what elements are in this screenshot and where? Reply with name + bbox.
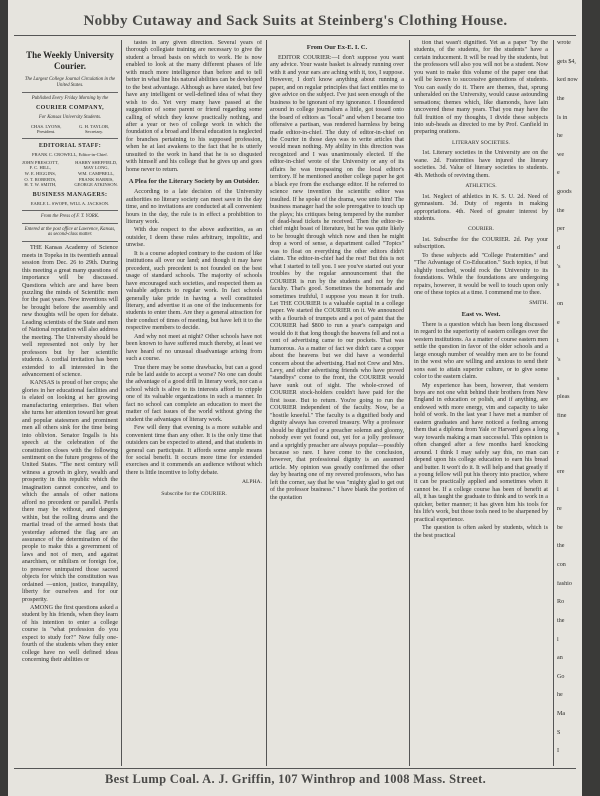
advertising-banner: Nobby Cutaway and Sack Suits at Steinberg's Clothing House.	[83, 13, 508, 29]
clipped-text-line: ls in	[557, 114, 568, 121]
associate-editors-right: HARRY SHEFFIELD, MAY LONG, WM. CAMPBELL, FRANK HARRIS, GEORGE ATKINSON.	[74, 159, 118, 188]
clipped-text-line: d	[557, 245, 561, 252]
letter-paragraph: tion that wasn't dignified. Yet as a paper "by the students, of the students, for the students" have a certain inducement. It will be read by the students, but the professors will also you will not be a student. Now you want to make this volume of the paper one that will be known to successive generations of students. You can easily do it. There are themes, that, sprung unheralded on the University, would cause astounding sensations; themes which, like diamonds, have lain uncovered these many years. That you may have the full fruition of my thoughts, I divide these subjects into sub-heads as directed to me by Prof. Canfield in preparing orations.	[414, 40, 548, 136]
article-paragraph: According to a late decision of the University authorities no literary society can meet save in the day time, and no invitations are conducted at all convenient hours in the day, the rule is in effect a prohibition to literary work.	[126, 189, 262, 225]
letter-headline: From Our Ex-E. I. C.	[306, 44, 368, 51]
clipped-text-line: pleas	[557, 394, 570, 401]
column-4	[414, 40, 548, 768]
clipped-text-line: Ma	[557, 711, 566, 718]
letter-paragraph: 1st. Literary societies in the University are on the wane. 2d. Fraternities have injured the literary societies. 3d. Value of literary societies to students. 4th. Methods of reviving them.	[414, 150, 548, 179]
masthead-title: The Weekly University Courier.	[26, 50, 114, 71]
column-3	[270, 40, 404, 768]
letter-paragraph: To these subjects add "College Fraternities" and "The Advantage of Co-Education." Such topics, if but slightly touched, would rock the University to its foundations. While the foundations are undergoing repairs, however, it would be well to touch upon only one of these topics at a time. I commend me to thee.	[414, 252, 548, 297]
masthead-tagline: The Largest College Journal Circulation in the United States.	[24, 77, 116, 88]
clipped-text-line: re	[557, 506, 562, 513]
article-signature: ALPHA.	[241, 479, 262, 486]
clipped-text-line: r	[557, 450, 560, 457]
clipped-text-line: t	[557, 338, 559, 345]
clipped-text-line: he	[557, 692, 563, 699]
clipped-text-line: s	[557, 375, 560, 382]
masthead-secretary: G. H. TAYLOR, Secretary.	[79, 123, 110, 135]
clipped-text-line: 's	[557, 263, 561, 270]
masthead-company: COURIER COMPANY,	[35, 105, 105, 112]
associate-editors-left: JOHN PRESCOTT, F. C. HILL, W. E. HIGGINS, O. T. ROBERTS, H. T. W. SMITH,	[22, 159, 59, 188]
clipped-text-line: e	[557, 319, 560, 326]
section-label: COURIER.	[468, 226, 494, 233]
masthead	[22, 50, 118, 242]
clipped-text-line: goods	[557, 189, 572, 196]
business-managers-heading: BUSINESS MANAGERS:	[32, 191, 108, 198]
clipped-text-line: l	[557, 487, 559, 494]
clipped-text-line: he	[557, 133, 563, 140]
newspaper-page	[8, 0, 582, 796]
clipped-text-line: fine	[557, 412, 567, 419]
column-rule	[409, 40, 410, 766]
article-headline: East vs. West.	[461, 310, 501, 318]
column-2	[126, 40, 262, 768]
article-paragraph: There is a question which has been long discussed in regard to the superiority of eastern colleges over the western institutions. As a matter of course eastern men settle the question in favor of the older schools and a large enough number of wealthy men are to be found in the west who are willing and anxious to send their sons east to attain superior culture, or to give some color to the eastern claim.	[414, 321, 548, 381]
clipped-text-line: per	[557, 226, 565, 233]
clipped-text-line: wrote	[557, 40, 571, 46]
clipped-text-line: con	[557, 561, 566, 568]
clipped-text-line: be	[557, 524, 563, 531]
clipped-text-line: Ro	[557, 599, 565, 606]
article-paragraph: And why not meet at night? Other schools have not been known to have suffered much thereby, at least we have heard of no unusual disadvantage arising from such a course.	[126, 333, 262, 363]
article-paragraph: It is a course adopted contrary to the custom of like institutions all over our land; and though it may have precedent, such precedent is not founded on the best usage of standard schools. The majority of schools have encouraged such societies, and respected them as valuable adjuncts to regular work. In fact schools generally take pride in having a well constituted literary, and advertise it as one of the inducements for students to enter them. Are they a general attraction for their conduct of times of meeting, but have left it to the respective members to decide.	[126, 250, 262, 332]
clipped-text-line: ere	[557, 468, 565, 475]
business-managers: EARLE L. SWOPE, WILL A. JACKSON.	[30, 201, 110, 207]
clipped-text-line: s	[557, 431, 560, 438]
editorial-paragraph: THE Kansas Academy of Science meets in Topeka in its twentieth annual session from Dec. 26 to 29th. During this meeting a great many questions of importance will be discussed. Questions which are and have been puzzling the minds of Scientific men for the past years. New inventions will be brought before the assembly and new thoughts will be open for debate. Leading scientists of the State and men of National reputation will also address the meeting. The University should be well represented not only by her professors but by her scientific students. A cordial invitation has been extended to all interested in the advancement of science.	[22, 245, 118, 378]
article-headline: A Plea for the Literary Society by an Outsider.	[128, 178, 260, 186]
column-5-clipped	[557, 40, 581, 768]
section-label: LITERARY SOCIETIES.	[452, 139, 510, 146]
masthead-published: Published Every Friday Morning by the	[31, 95, 109, 101]
column-rule	[553, 40, 554, 766]
article-paragraph: My experience has been, however, that western boys are not one whit behind their brothers from New England in education or polish, and if anything, are endowed with more energy, vim and capacity to take hold of work. In the last year I have met a number of eastern graduates and have noticed a feeling among them that a diploma from Yale or Harvard goes a long way towards making a man successful. This opinion is often changed after a few months hard knocking around. I think I may safely say this, no man can depend upon his college education to earn his bread and butter. It won't do it. It will help and that greatly if a young fellow will put his theory into practice, where it can be practically applied and sometimes when it cannot be. If a college course has been of benefit at all, it has taught the graduate to think and to work in a quicker, better manner; it has given him his tools for his life's work, but those tools need to be sharpened by practical experience.	[414, 382, 548, 523]
letter-paragraph: 1st. Neglect of athletics in K. S. U. 2d. Need of gymnasium. 3d. Duty of regents in making appropriations. 4th. Need of greater interest by students.	[414, 193, 548, 222]
clipped-text-line: we	[557, 151, 565, 158]
article-paragraph: tastes in any given direction. Several years of thorough collegiate training are necessary to give the student a broad basis on which to work. He is now enabled to look at the many different phases of life with much more intelligence than before and to tell better in what line his natural abilities can be developed to the best advantage. Although as have stated, but few have any intelligent or well-defined idea of what they wish to do. Yet very many have passed at the suggestion of some parent or friend regarding some calling of which they know practically nothing, and after a year or two of college work in which the foundation of a broad and liberal education is neglected for branches pertaining to his supposed profession, when he at last awakens to the fact that he is utterly unsuited to the work in hand that he is so disgusted with himself and his college that he gives up and goes home never to return.	[126, 40, 262, 173]
masthead-audience: For Kansas University Students.	[38, 114, 102, 120]
clipped-text-line: an	[557, 655, 563, 662]
clipped-text-line: on	[557, 300, 564, 307]
clipped-text-line: gets $4,	[557, 58, 576, 65]
subscribe-note: Subscribe for the COURIER.	[161, 490, 227, 497]
clipped-text-line: the	[557, 543, 565, 550]
article-paragraph: Few will deny that evening is a more suitable and convenient time than any other. It is the only time that outsiders can be expected to attend, and that students in general can participate. It affords some ample means for social benefit. It occurs more time for extended exercises and it commends an audience without which there is little incentive to lofty debate.	[126, 425, 262, 476]
clipped-text-line: the	[557, 207, 565, 214]
clipped-text-line: the	[557, 617, 565, 624]
editorial-paragraph: KANSAS is proud of her crops; she glories in her educational facilities and is elated on looking at her growing manufacturing enterprises. But when she turns her attention toward her great and popular statesmen and prominent men all others sink for the time being into oblivion. Senator Ingalls is his speech at the celebration of the constitution closes with the following sentiment on the future progress of the United States. "The next century will witness a growth in glory, wealth and prosperity in this republic which the imagination cannot conceive, and to which the annals of other nations afford no precedent or parallel. Perils there may be without, and dangers within, but the rolling drums and the martial tread of the armed hosts that yesterday adorned the flag are an assurance of the determination of the people to make this a government of laws and not of men, and against anarchism, or nihilism or foreign foe, to preserve unimpaired those sacred objects for which the constitution was ordained —union, justice, tranquility, liberty for ourselves and for our prosperity.	[22, 380, 118, 603]
advertising-footer: Best Lump Coal. A. J. Griffin, 107 Winthrop and 1008 Mass. Street.	[104, 772, 487, 786]
clipped-text-line: e	[557, 170, 560, 177]
editor-in-chief: FRANK C. CROWELL, Editor-in-Chief.	[32, 152, 108, 158]
section-label: ATHLETICS.	[465, 183, 497, 190]
column-masthead	[22, 40, 118, 768]
letter-signature: SMITH.	[529, 299, 548, 306]
clipped-text-line: s	[557, 282, 560, 289]
article-paragraph: True there may be some drawbacks, but can a good rule be laid aside to accept a worse? No one can doubt the advantage of a good drill in literary work, nor can a school which is alive to its interests afford to cripple one of its valuable organizations in such a manner. In fact no school can complete an education to meet the matter of fact issues of the world without giving the student the advantages of literary work.	[126, 364, 262, 423]
editorial-staff-heading: EDITORIAL STAFF:	[38, 142, 102, 149]
press-credit: From the Press of F. T. YORK.	[40, 213, 100, 219]
editorial-paragraph: AMONG the first questions asked a student by his friends, when they learn of his intention to enter a college course is "what profession do you expect to study for?" Now fully one-fourth of the students when they enter college have no well defined ideas concerning their abilities or	[22, 605, 118, 664]
clipped-text-line: S	[557, 729, 561, 736]
clipped-text-line: ked now	[557, 77, 578, 84]
column-rule	[121, 40, 122, 766]
column-rule	[266, 40, 267, 766]
clipped-text-line: fashio	[557, 580, 572, 587]
banner-rule	[14, 35, 576, 36]
letter-paragraph: EDITOR COURIER:—I don't suppose you want any advice. Your waste basket is already running over with it and your ears are aching with it, too, I suppose. However, I don't know anything about running a paper, and on regular principles that fact entitles me to give advice on the subject. I've just seen enough of the business to be ignorant of my ignorance. I floundered around in college journalism a little, got tossed onto the board of editors as "local" and when I became too offensive a partisan, was rendered harmless by being made editor-in-chief. The duty of editor-in-chief on the Courier in those days was to write articles that would mean nothing. My ability in this direction was recognized and I was unanimously elected. If the editor-in-chief wrote of the University or any of its affairs he was trespassing on the local editor's territory. If he mentioned another college paper he got a black eye from the exchange editor. If he referred to science new invention the scientific editor was insulted. If he spoke of the drama, woe unto him! The business manager had the sole prerogative to touch up the plays; his critiques being tempered by the number of dead-head tickets he received. Then the editor-in-chief might boast of literature, but he was quite likely to be brought through which now and then he might drop a word of sense, a department called "Topics" was to float on everything the other editors didn't claim. The editor-in-chief had the rest! But this is not what I started to tell you. I see you've started out your troubles by the regular announcement that the COURIER is run by the students and not by the faculty. That's good. Sometimes the homemade and sometimes truthful, I suppose you mean it for truth. Let THE COURIER is a valuable capital in a college paper. We started the COURIER on it. We announced with a flourish of trumpets and a pot of paint that the COURIER had $800 to run a year's campaign and would do it that long though the heavens fell and not a cent of advertising came to our pockets. That was humorous. As a matter of fact we didn't care a copper about the heavens but we did have a wonderful concern about the advertising. Had not Crew and Mrs. Levy, and other advertising friends who have proved "standbys" come to the front, the COURIER would have sunk out of sight. The whole-crowd of COURIER stock-holders couldn't have paid for the first issue. But to return. You're going to run the COURIER independent of the faculty. Now, be a "hostile kneeful." The faculty is a dignified body and dignity always has covered treasury. Why a professor should be dignified or a preacher solemn and gloomy, nobody ever yet found out, yet for a jolly professor and a sprightly preacher are always popular—possibly because so rare. I have come to the conclusion, however, that professional dignity is an assumed article. My opinion was greatly confirmed the other day by hearing one of my revered professors, who has left the corner, say that he was "mighty glad to get out of the professor business." I have blank the portion of the quotation	[270, 55, 404, 501]
footer-rule	[14, 768, 576, 769]
clipped-text-line: the	[557, 95, 565, 102]
article-paragraph: The question is often asked by students, which is the best practical	[414, 525, 548, 539]
clipped-text-line: 's	[557, 356, 561, 363]
clipped-text-line: Go	[557, 673, 565, 680]
postal-notice: Entered at the post office at Lawrence, Kansas, as second-class matter.	[24, 226, 116, 238]
article-paragraph: With due respect to the above authorities, as an outsider, I deem these rules arbitrary, impolitic, and unwise.	[126, 227, 262, 249]
masthead-president: CHAS. LYONS, President.	[30, 123, 62, 135]
clipped-text-line: I	[557, 748, 560, 755]
letter-paragraph: 1st. Subscribe for the COURIER. 2d. Pay your subscription.	[414, 236, 548, 251]
clipped-text-line: l	[557, 636, 559, 643]
